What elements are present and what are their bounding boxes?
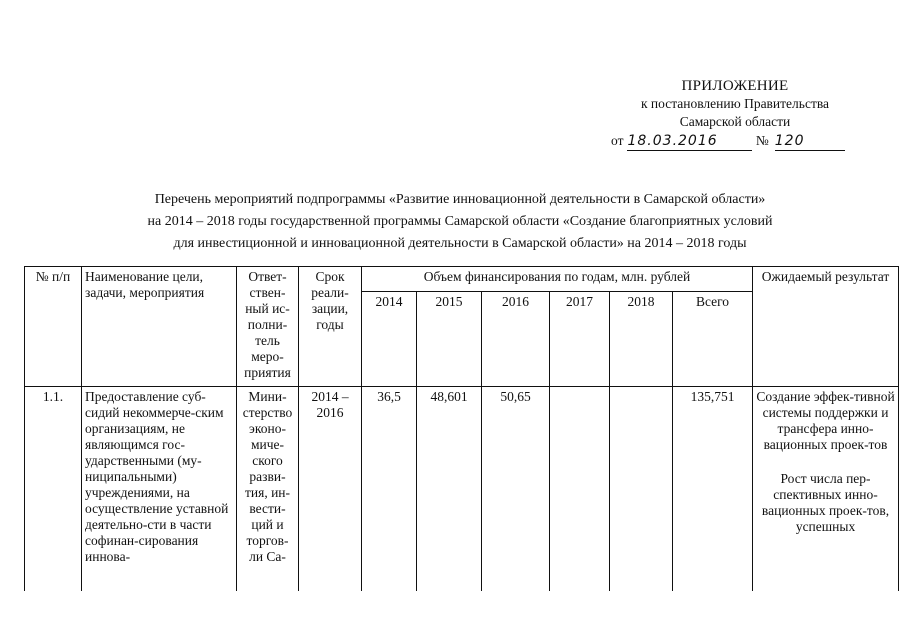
year-header: 2016 (482, 292, 550, 387)
document-heading (60, 189, 860, 255)
header-row (25, 267, 899, 292)
row-name: Предоставление суб-сидий некоммерче-ским организациям, не являющимся гос-ударственными (му-ниципальными) учреждениями, на осуществление уставной деятельно-сти в части софинан-сирования иннова- (82, 387, 237, 592)
year-header: 2015 (417, 292, 482, 387)
number-prefix: № (755, 133, 769, 148)
row-value-2015: 48,601 (417, 387, 482, 592)
row-responsible: Мини-стерство эконо-миче-ского разви-тия, ин-вести-ций и торгов-ли Са- (237, 387, 299, 592)
appendix-block (590, 77, 880, 131)
heading-line-2: на 2014 – 2018 годы государственной программы Самарской области «Создание благоприятных условий (147, 214, 773, 229)
heading-line-3: для инвестиционной и инновационной деятельности в Самарской области» на 2014 – 2018 годы (173, 236, 747, 251)
header-name: Наименование цели, задачи, мероприятия (82, 267, 237, 387)
year-header: 2014 (362, 292, 417, 387)
appendix-title: ПРИЛОЖЕНИЕ (681, 78, 789, 94)
heading-line-1: Перечень мероприятий подпрограммы «Развитие инновационной деятельности в Самарской области» (154, 192, 766, 207)
handwritten-number: 120 (774, 133, 805, 149)
year-header: 2017 (550, 292, 610, 387)
row-value-2018 (610, 387, 673, 592)
handwritten-date: 18.03.2016 (627, 133, 718, 149)
row-value-total: 135,751 (673, 387, 753, 592)
row-num: 1.1. (25, 387, 82, 592)
header-result: Ожидаемый результат (753, 267, 899, 387)
measures-table (24, 266, 899, 591)
year-header: 2018 (610, 292, 673, 387)
year-header-total: Всего (673, 292, 753, 387)
row-result (753, 387, 899, 592)
resolution-date-line (611, 132, 861, 151)
header-term: Срок реали-зации, годы (299, 267, 362, 387)
appendix-line-1: к постановлению Правительства (640, 96, 830, 111)
appendix-line-2: Самарской области (679, 114, 791, 129)
row-value-2016: 50,65 (482, 387, 550, 592)
header-funding: Объем финансирования по годам, млн. рублей (362, 267, 753, 292)
row-value-2017 (550, 387, 610, 592)
result-item-1: Создание эффек-тивной системы поддержки и трансфера инно-вационных проек-тов (756, 389, 895, 452)
header-num: № п/п (25, 267, 82, 387)
row-value-2014: 36,5 (362, 387, 417, 592)
result-item-2: Рост числа пер-спективных инно-вационных проек-тов, успешных (761, 471, 890, 534)
table-row (25, 387, 899, 592)
date-prefix: от (611, 133, 624, 148)
row-term: 2014 – 2016 (299, 387, 362, 592)
header-responsible: Ответ-ствен-ный ис-полни-тель меро-приятия (237, 267, 299, 387)
